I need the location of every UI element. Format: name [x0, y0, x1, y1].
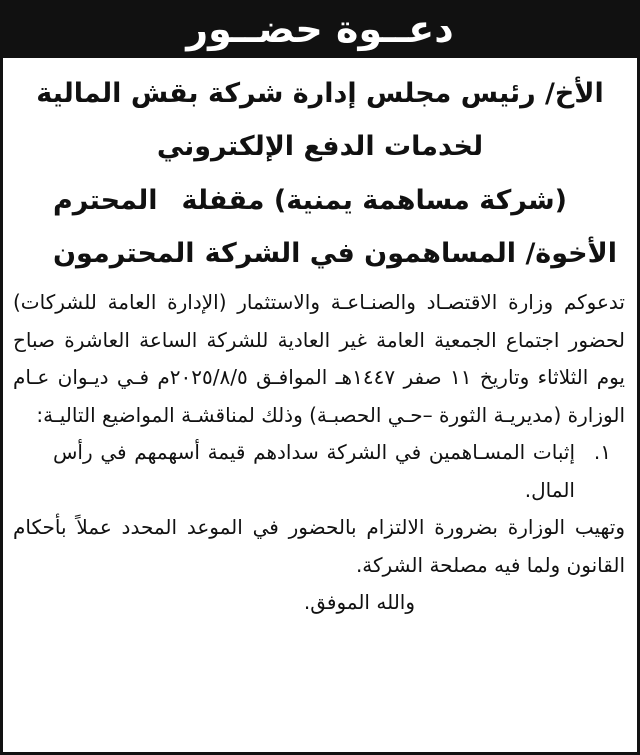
notice-title-banner — [3, 0, 637, 58]
agenda-item-text: إثبات المسـاهمين في الشركة سدادهم قيمة أسهمهم في رأس المال. — [53, 440, 575, 502]
attendance-request: وتهيب الوزارة بضرورة الالتزام بالحضور في الموعد المحدد عملاً بأحكام القانون ولما فيه مصلحة الشركة. — [13, 515, 625, 577]
addressee-chairman: الأخ/ رئيس مجلس إدارة شركة بقش المالية — [36, 78, 604, 109]
honorific-singular: المحترم — [53, 185, 158, 216]
agenda-item — [13, 434, 625, 509]
honorific-plural: المحترمون — [53, 238, 195, 269]
addressee-shareholders: الأخوة/ المساهمون في الشركة المحترمون — [53, 234, 617, 274]
invitation-paragraph: تدعوكم وزارة الاقتصـاد والصنـاعـة والاستثمار (الإدارة العامة للشركات) لحضور اجتماع الجمعية العامة غير العادية للشركة الساعة العاشرة صباح يوم الثلاثاء وتاريخ ١١ صفر ١٤٤٧هـ الموافـق ٢٠٢٥/٨/٥م فـي ديـوان عـام الوزارة (مديريـة الثورة –حـي الحصبـة) وذلك لمناقشـة المواضيع التاليـة: — [13, 290, 625, 427]
notice-title: دعــوة حضــور — [186, 7, 454, 51]
closing-line: والله الموفق. — [303, 590, 415, 614]
addressee-company-purpose: لخدمات الدفع الإلكتروني — [156, 131, 484, 162]
addressee-company-type: (شركة مساهمة يمنية) مقفلة المحترم — [53, 181, 567, 221]
notice-body — [13, 284, 625, 622]
agenda-item-number: ١. — [593, 440, 611, 464]
